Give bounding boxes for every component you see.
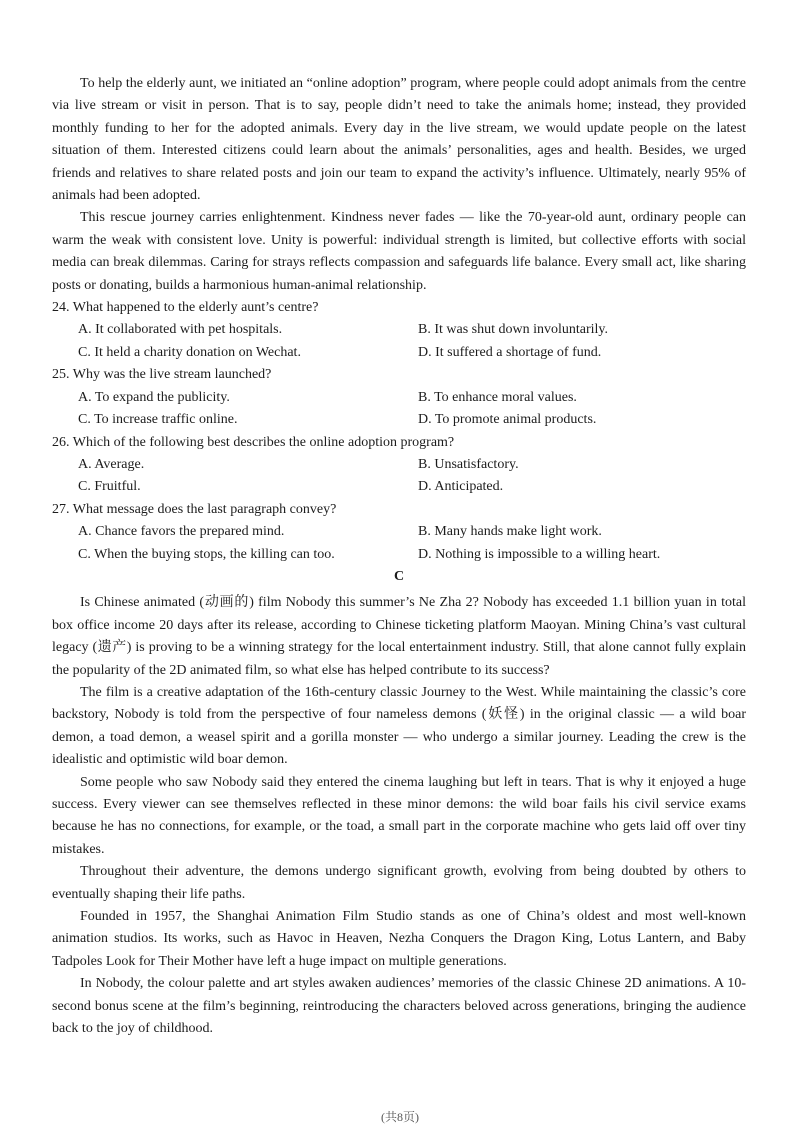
- passage-c-paragraph: Throughout their adventure, the demons undergo significant growth, evolving from being doubted by others to eventually shaping their life paths.: [52, 864, 746, 902]
- option-c: C. To increase traffic online.: [78, 412, 238, 428]
- option-c: C. When the buying stops, the killing can too.: [78, 546, 335, 562]
- option-d: D. To promote animal products.: [418, 412, 597, 428]
- page-footer: (共8页): [381, 1110, 419, 1124]
- option-a: A. Average.: [78, 456, 145, 472]
- question-stem: 25. Why was the live stream launched?: [52, 367, 272, 383]
- option-b: B. It was shut down involuntarily.: [418, 322, 609, 338]
- question-stem: 24. What happened to the elderly aunt’s centre?: [52, 300, 319, 316]
- passage-paragraph: To help the elderly aunt, we initiated an “online adoption” program, where people could adopt animals from the centre via live stream or visit in person. That is to say, people didn’t need to take the animals home; instead, they provided monthly funding to her for the adopted animals. Every day in the live stream, we would update people on the latest situation of them. Interested citizens could learn about the animals’ personalities, ages and health. Besides, we urged friends and relatives to share related posts and join our team to expand the activity’s influence. Ultimately, nearly 95% of animals had been adopted.: [52, 76, 746, 204]
- passage-c-paragraph: Some people who saw Nobody said they entered the cinema laughing but left in tears. That is why it enjoyed a huge success. Every viewer can see themselves reflected in these minor demons: the wild boar fails his civil service exams because he has no connections, for example, or the toad, a small part in the corporate machine who gets laid off over tiny mistakes.: [52, 774, 746, 857]
- option-c: C. It held a charity donation on Wechat.: [78, 344, 301, 360]
- option-d: D. It suffered a shortage of fund.: [418, 344, 602, 360]
- question-27: [52, 499, 746, 566]
- option-b: B. Unsatisfactory.: [418, 456, 519, 472]
- question-25: [52, 364, 746, 431]
- passage-c-paragraph: Founded in 1957, the Shanghai Animation Film Studio stands as one of China’s oldest and most well-known animation studios. Its works, such as Havoc in Heaven, Nezha Conquers the Dragon King, Lotus Lantern, and Baby Tadpoles Look for Their Mother have left a huge impact on multiple generations.: [52, 909, 746, 969]
- option-a: A. It collaborated with pet hospitals.: [78, 322, 283, 338]
- option-d: D. Nothing is impossible to a willing heart.: [418, 546, 661, 562]
- passage-c-paragraph: Is Chinese animated (动画的) film Nobody this summer’s Ne Zha 2? Nobody has exceeded 1.1 billion yuan in total box office income 20 days after its release, according to Chinese ticketing platform Maoyan. Mining China’s vast cultural legacy (遗产) is proving to be a winning strategy for the local entertainment industry. Still, that alone cannot fully explain the popularity of the 2D animated film, so what else has helped contribute to its success?: [52, 595, 746, 678]
- question-stem: 27. What message does the last paragraph convey?: [52, 501, 337, 517]
- passage-c: [52, 592, 746, 1040]
- question-24: [52, 297, 746, 364]
- option-b: B. To enhance moral values.: [418, 389, 577, 405]
- question-26: [52, 432, 746, 499]
- passage-c-paragraph: In Nobody, the colour palette and art styles awaken audiences’ memories of the classic Chinese 2D animations. A 10-second bonus scene at the film’s beginning, reintroducing the characters beloved across generations, bringing the audience back to the joy of childhood.: [52, 976, 746, 1037]
- option-a: A. Chance favors the prepared mind.: [78, 524, 285, 540]
- option-b: B. Many hands make light work.: [418, 524, 602, 540]
- option-c: C. Fruitful.: [78, 479, 141, 495]
- question-stem: 26. Which of the following best describes the online adoption program?: [52, 434, 455, 450]
- passage-c-paragraph: The film is a creative adaptation of the 16th-century classic Journey to the West. While maintaining the classic’s core backstory, Nobody is told from the perspective of four nameless demons (妖怪) in the original classic — a wild boar demon, a toad demon, a weasel spirit and a gorilla monster — who undergo a similar journey. Leading the crew is the idealistic and optimistic wild boar demon.: [52, 684, 746, 768]
- option-d: D. Anticipated.: [418, 479, 504, 495]
- option-a: A. To expand the publicity.: [78, 389, 230, 405]
- passage-paragraph: This rescue journey carries enlightenment. Kindness never fades — like the 70-year-old aunt, ordinary people can warm the weak with consistent love. Unity is powerful: individual strength is limited, but collective efforts with social media can break dilemmas. Caring for strays reflects compassion and safeguards life balance. Every small act, like sharing posts or donating, builds a harmonious human-animal relationship.: [52, 210, 746, 293]
- section-heading-c: C: [393, 568, 405, 584]
